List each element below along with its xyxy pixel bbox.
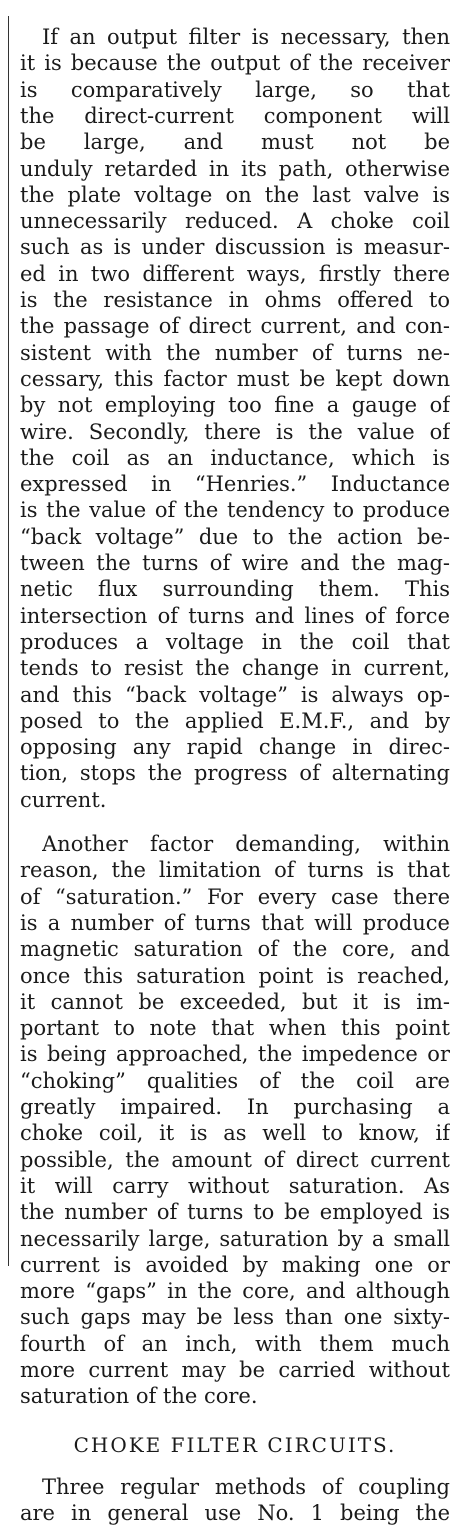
text-line: is comparatively large, so that (20, 77, 450, 102)
text-line: of “saturation.” For every case there (20, 884, 450, 909)
text-line: reason, the limitation of turns is that (20, 858, 450, 883)
text-line: it is because the output of the receiver (20, 51, 450, 76)
text-line: fourth of an inch, with them much (20, 1331, 450, 1356)
text-line: Three regular methods of coupling (42, 1474, 450, 1499)
text-line: is the value of the tendency to produce (20, 498, 450, 523)
text-line: unnecessarily reduced. A choke coil (20, 209, 450, 234)
text-line: more “gaps” in the core, and although (20, 1279, 450, 1304)
text-line: the direct-current component will (20, 103, 450, 128)
text-line: netic flux surrounding them. This (20, 577, 450, 602)
text-line: expressed in “Henries.” Inductance (20, 472, 450, 497)
text-line: the number of turns to be employed is (20, 1200, 450, 1225)
text-line: such gaps may be less than one sixty- (20, 1305, 450, 1330)
text-line: tween the turns of wire and the mag- (20, 551, 450, 575)
text-line: saturation of the core. (20, 1384, 258, 1409)
text-line: current. (20, 787, 107, 812)
text-line: sistent with the number of turns ne- (20, 340, 450, 365)
text-line: is being approached, the impedence or (20, 1042, 450, 1067)
text-line: tion, stops the progress of alternating (20, 761, 450, 786)
text-line: it will carry without saturation. As (20, 1173, 450, 1198)
text-line: current is avoided by making one or (20, 1252, 450, 1277)
text-line: more current may be carried without (20, 1358, 450, 1382)
text-line: by not employing too fine a gauge of (20, 393, 450, 418)
text-line: the coil as an inductance, which is (20, 445, 450, 470)
text-line: produces a voltage in the coil that (20, 629, 450, 654)
text-line: wire. Secondly, there is the value of (20, 419, 450, 444)
text-line: is the resistance in ohms offered to (20, 288, 450, 312)
text-line: tends to resist the change in current, (20, 656, 450, 681)
text-line: it cannot be exceeded, but it is im- (20, 989, 450, 1014)
text-line: unduly retarded in its path, otherwise (20, 156, 450, 181)
text-line: such as is under discussion is measur- (20, 235, 450, 260)
text-line: intersection of turns and lines of force (20, 603, 450, 628)
section-heading: CHOKE FILTER CIRCUITS. (73, 1432, 397, 1457)
text-line: “back voltage” due to the action be- (20, 524, 450, 549)
text-line: magnetic saturation of the core, and (20, 937, 450, 962)
column-rule (8, 16, 9, 1266)
text-line: once this saturation point is reached, (20, 963, 450, 988)
text-line: the passage of direct current, and con- (20, 314, 450, 339)
text-line: possible, the amount of direct current (20, 1147, 450, 1172)
text-line: posed to the applied E.M.F., and by (20, 708, 450, 733)
text-line: “choking” qualities of the coil are (20, 1068, 450, 1093)
text-line: greatly impaired. In purchasing a (20, 1095, 450, 1119)
text-line: choke coil, it is as well to know, if (20, 1121, 450, 1146)
text-line: Another factor demanding, within (42, 832, 450, 856)
text-line: and this “back voltage” is always op- (20, 682, 450, 707)
text-line: be large, and must not be (20, 130, 450, 155)
text-line: cessary, this factor must be kept down (20, 366, 450, 391)
text-line: are in general use No. 1 being the (20, 1501, 450, 1526)
text-line: is a number of turns that will produce (20, 910, 450, 935)
text-line: the plate voltage on the last valve is (20, 182, 450, 207)
text-line: portant to note that when this point (20, 1016, 450, 1041)
text-line: ed in two different ways, firstly there (20, 261, 450, 286)
text-line: necessarily large, saturation by a small (20, 1226, 450, 1251)
text-line: opposing any rapid change in direc- (20, 735, 450, 760)
text-line: If an output filter is necessary, then (42, 25, 450, 49)
